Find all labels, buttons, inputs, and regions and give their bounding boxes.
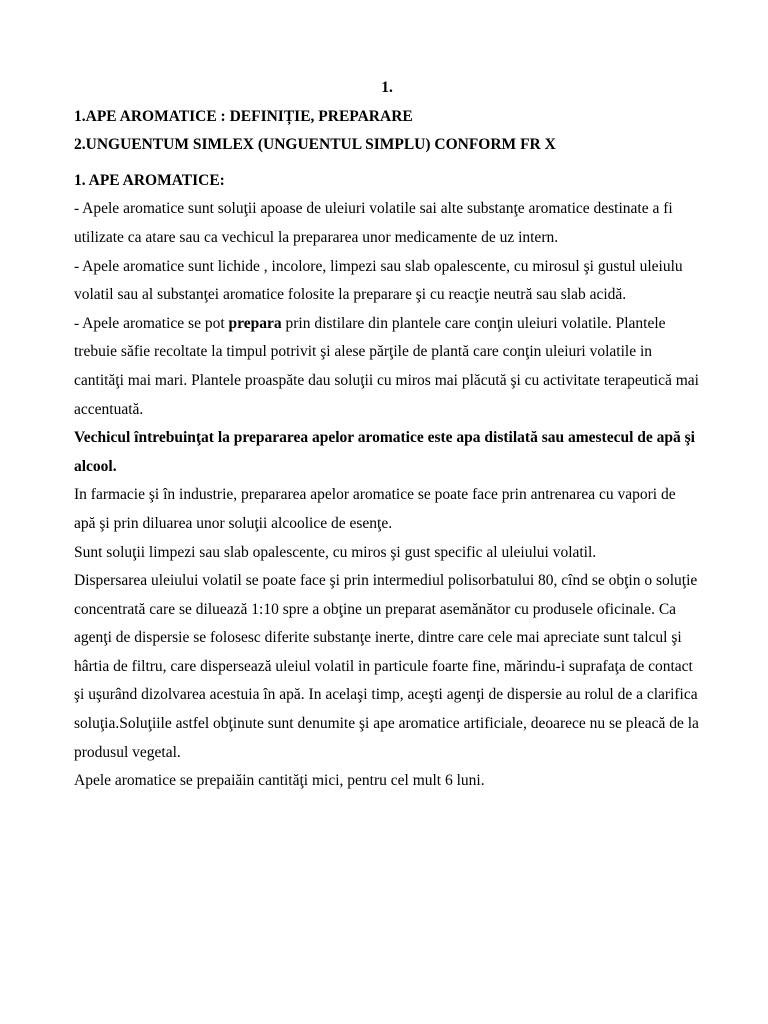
preparation-text-start: - Apele aromatice se pot: [74, 314, 229, 332]
document-page: [74, 74, 700, 796]
preparation-keyword: prepara: [228, 314, 282, 332]
paragraph-preparation: [74, 310, 700, 424]
preparation-text-end: prin distilare din plantele care conţin uleiuri volatile. Plantele trebuie săfie recoltate la timpul potrivit şi alese părţile de plantă care conţin uleiuri volatile in cantităţi mai mari. Plantele proaspăte dau soluţii cu miros mai plăcută şi cu activitate terapeutică mai accentuată.: [74, 314, 699, 418]
title-1: 1.APE AROMATICE : DEFINIȚIE, PREPARARE: [74, 107, 413, 125]
paragraph-pharmacy-industry: In farmacie şi în industrie, prepararea apelor aromatice se poate face prin antrenarea cu vapori de apă şi prin diluarea unor soluţii alcoolice de esenţe.: [74, 486, 676, 532]
paragraph-dispersion: Dispersarea uleiului volatil se poate face şi prin intermediul polisorbatului 80, cînd se obţin o soluţie concentrată care se diluează 1:10 spre a obţine un preparat asemănător cu produsele oficinale. Ca agenţi de dispersie se folosesc diferite substanţe inerte, dintre care cele mai apreciate sunt talcul şi hârtia de filtru, care dispersează uleiul volatil in particule foarte fine, mărindu-i suprafaţa de contact şi uşurând dizolvarea acestuia în apă. In acelaşi timp, aceşti agenţi de dispersie au rolul de a clarifica soluţia.Soluţiile astfel obţinute sunt denumite şi ape aromatice artificiale, deoarece nu se pleacă de la produsul vegetal.: [74, 572, 699, 761]
paragraph-appearance: Sunt soluţii limpezi sau slab opalescente, cu miros şi gust specific al uleiului volatil.: [74, 543, 597, 561]
paragraph-properties: - Apele aromatice sunt lichide , incolore, limpezi sau slab opalescente, cu mirosul şi gustul uleiulu volatil sau al substanţei aromatice folosite la preparare şi cu reacţie neutră sau slab acidă.: [74, 257, 683, 304]
title-2: 2.UNGUENTUM SIMLEX (UNGUENTUL SIMPLU) CONFORM FR X: [74, 136, 556, 154]
section-heading: 1. APE AROMATICE:: [74, 171, 225, 189]
paragraph-storage: Apele aromatice se prepaiăin cantităţi mici, pentru cel mult 6 luni.: [74, 772, 485, 790]
page-number: 1.: [381, 79, 393, 96]
paragraph-definition: - Apele aromatice sunt soluţii apoase de uleiuri volatile sai alte substanţe aromatice destinate a fi utilizate ca atare sau ca vechicul la prepararea unor medicamente de uz intern.: [74, 200, 673, 246]
paragraph-vehicle: Vechicul întrebuinţat la prepararea apelor aromatice este apa distilată sau amestecul de apă şi alcool.: [74, 429, 695, 475]
